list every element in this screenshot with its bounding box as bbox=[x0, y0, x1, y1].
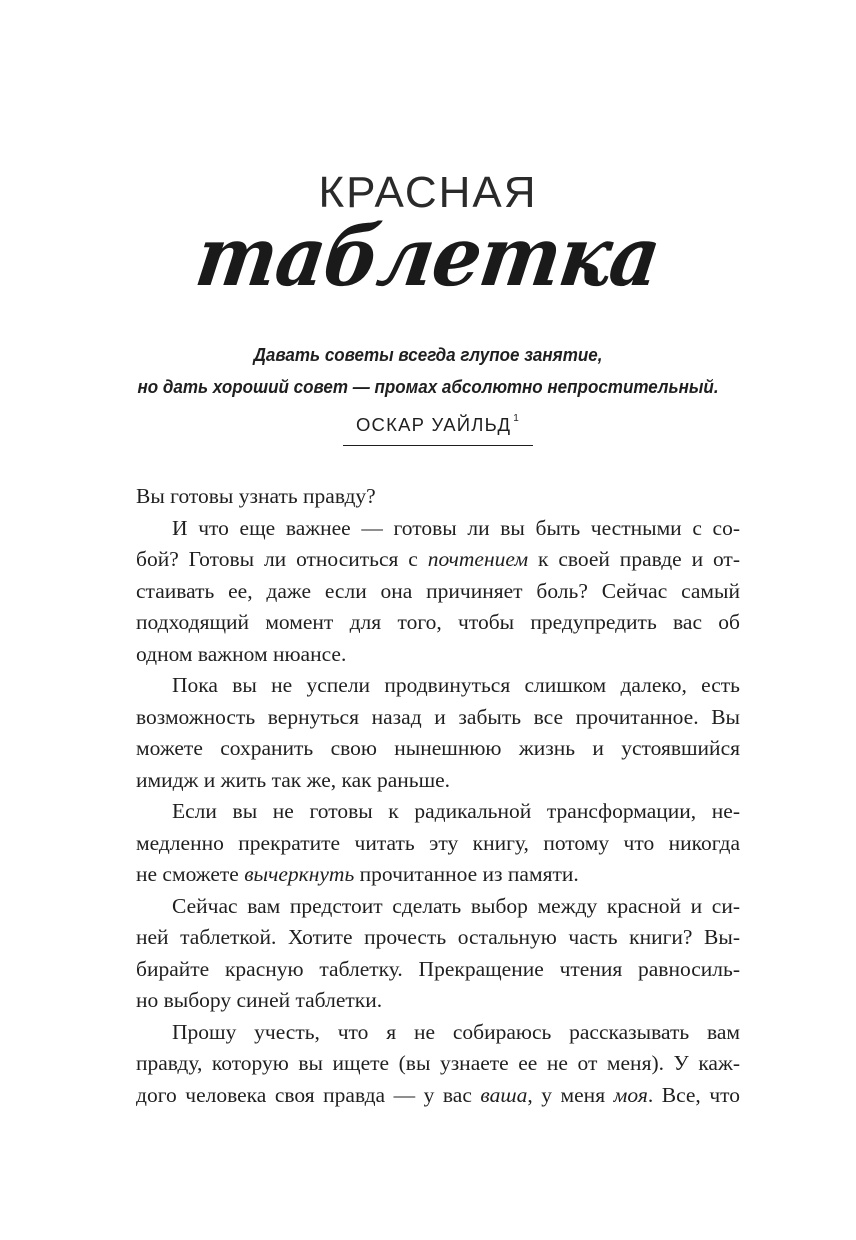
epigraph-author bbox=[343, 414, 533, 436]
text-line: но выбору синей таблетки. bbox=[136, 988, 383, 1012]
text-line: правду, которую вы ищете (вы узнаете ее не от меня). У каж- bbox=[136, 1051, 740, 1075]
emphasis: почтением bbox=[427, 547, 529, 571]
text-line: одном важном нюансе. bbox=[136, 641, 347, 666]
text-line: бой? Готовы ли относиться с почтением к своей правде и от- bbox=[136, 547, 740, 571]
text-line: И что еще важнее — готовы ли вы быть честными с со- bbox=[172, 515, 740, 540]
text-line: стаивать ее, даже если она причиняет боль? Сейчас самый bbox=[136, 578, 740, 603]
author-name: ОСКАР УАЙЛЬД bbox=[355, 414, 512, 435]
emphasis: вычеркнуть bbox=[244, 862, 355, 886]
text-line: Если вы не готовы к радикальной трансформации, не- bbox=[172, 799, 740, 823]
chapter-title-script: таблетка bbox=[190, 208, 666, 305]
text-line: имидж и жить так же, как раньше. bbox=[136, 767, 451, 792]
epigraph-line: но дать хороший совет — промах абсолютно непростительный. bbox=[137, 376, 719, 397]
text-line: Пока вы не успели продвинуться слишком далеко, есть bbox=[172, 673, 740, 697]
emphasis: ваша bbox=[480, 1082, 528, 1107]
body-text bbox=[136, 481, 740, 1111]
text-line: дого человека своя правда — у вас ваша, у меня моя. Все, что bbox=[136, 1082, 740, 1107]
text-line: Вы готовы узнать правду? bbox=[136, 484, 376, 508]
emphasis: моя bbox=[613, 1082, 648, 1107]
text-line: не сможете вычеркнуть прочитанное из памяти. bbox=[136, 862, 579, 886]
footnote-marker[interactable]: 1 bbox=[513, 412, 521, 424]
text-line: ней таблеткой. Хотите прочесть остальную часть книги? Вы- bbox=[136, 925, 740, 949]
epigraph-line: Давать советы всегда глупое занятие, bbox=[253, 344, 603, 365]
text-line: бирайте красную таблетку. Прекращение чтения равносиль- bbox=[136, 956, 740, 981]
text-line: возможность вернуться назад и забыть все прочитанное. Вы bbox=[136, 704, 740, 729]
text-line: подходящий момент для того, чтобы предупредить вас об bbox=[136, 610, 740, 634]
text-line: медленно прекратите читать эту книгу, потому что никогда bbox=[136, 830, 740, 855]
chapter-title-top: КРАСНАЯ bbox=[318, 168, 538, 217]
epigraph bbox=[0, 339, 856, 403]
text-line: Прошу учесть, что я не собираюсь рассказывать вам bbox=[172, 1019, 740, 1044]
text-line: можете сохранить свою нынешнюю жизнь и устоявшийся bbox=[136, 736, 740, 760]
text-line: Сейчас вам предстоит сделать выбор между красной и си- bbox=[172, 893, 740, 918]
author-underline bbox=[343, 445, 533, 446]
